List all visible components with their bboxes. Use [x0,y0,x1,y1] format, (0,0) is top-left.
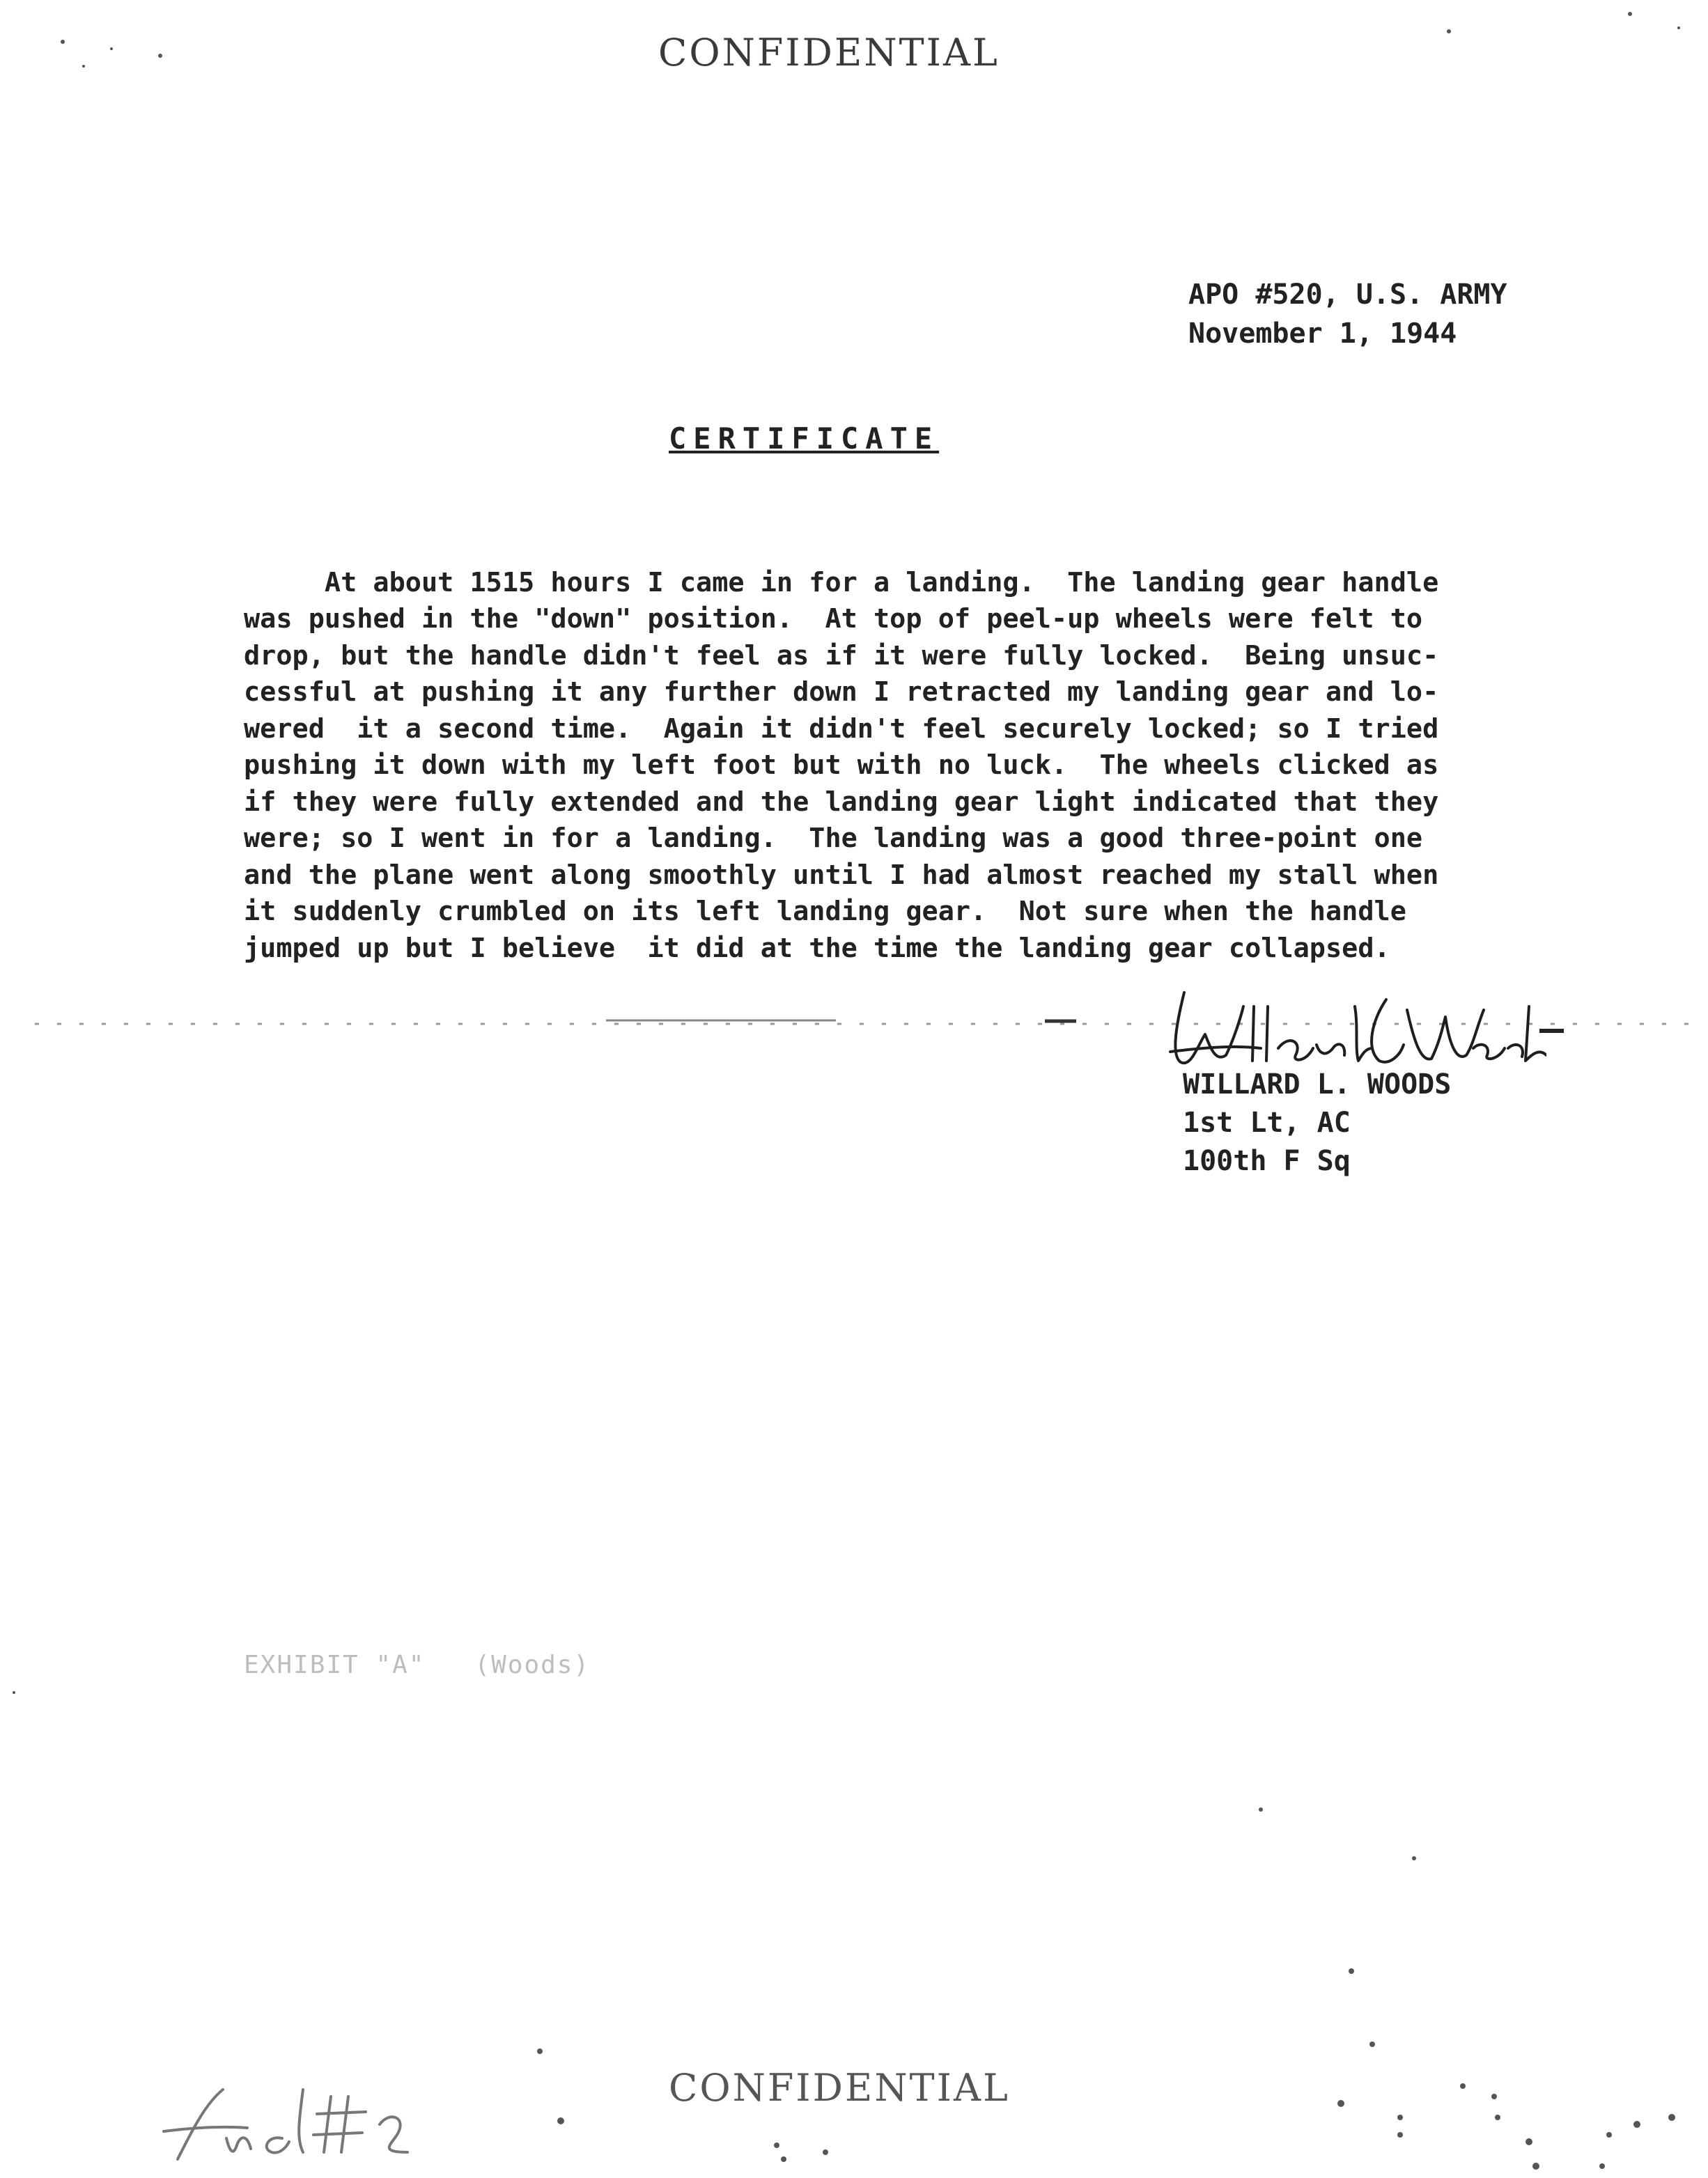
body-line: if they were fully extended and the landing gear light indicated that they [244,786,1439,818]
signer-unit: 100th F Sq [1183,1145,1351,1177]
body-line: and the plane went along smoothly until I had almost reached my stall when [244,859,1439,891]
body-line: pushing it down with my left foot but with no luck. The wheels clicked as [244,749,1439,781]
body-line: was pushed in the "down" position. At top of peel-up wheels were felt to [244,603,1423,635]
signature-block [1183,1066,1451,1181]
body-line: cessful at pushing it any further down I retracted my landing gear and lo- [244,676,1439,708]
header-apo: APO #520, U.S. ARMY [1188,279,1507,311]
header-date: November 1, 1944 [1188,318,1457,350]
body-line: drop, but the handle didn't feel as if it were fully locked. Being unsuc- [244,639,1439,671]
exhibit-label: EXHIBIT "A" (Woods) [244,1651,591,1679]
body-line: were; so I went in for a landing. The landing was a good three-point one [244,823,1423,854]
handwritten-annotation [157,2069,449,2173]
body-line: wered it a second time. Again it didn't feel securely locked; so I tried [244,713,1439,745]
body-line: it suddenly crumbled on its left landing gear. Not sure when the handle [244,896,1406,927]
confidential-stamp-bottom: CONFIDENTIAL [669,2066,1010,2110]
certificate-body [244,528,1438,967]
document-header [1188,275,1507,353]
document-title: CERTIFICATE [669,421,940,456]
body-line: At about 1515 hours I came in for a landing. The landing gear handle [244,566,1439,598]
body-line: jumped up but I believe it did at the time the landing gear collapsed. [244,932,1390,964]
signer-rank: 1st Lt, AC [1183,1107,1351,1139]
signer-name: WILLARD L. WOODS [1183,1068,1452,1100]
confidential-stamp-top: CONFIDENTIAL [658,31,1000,75]
